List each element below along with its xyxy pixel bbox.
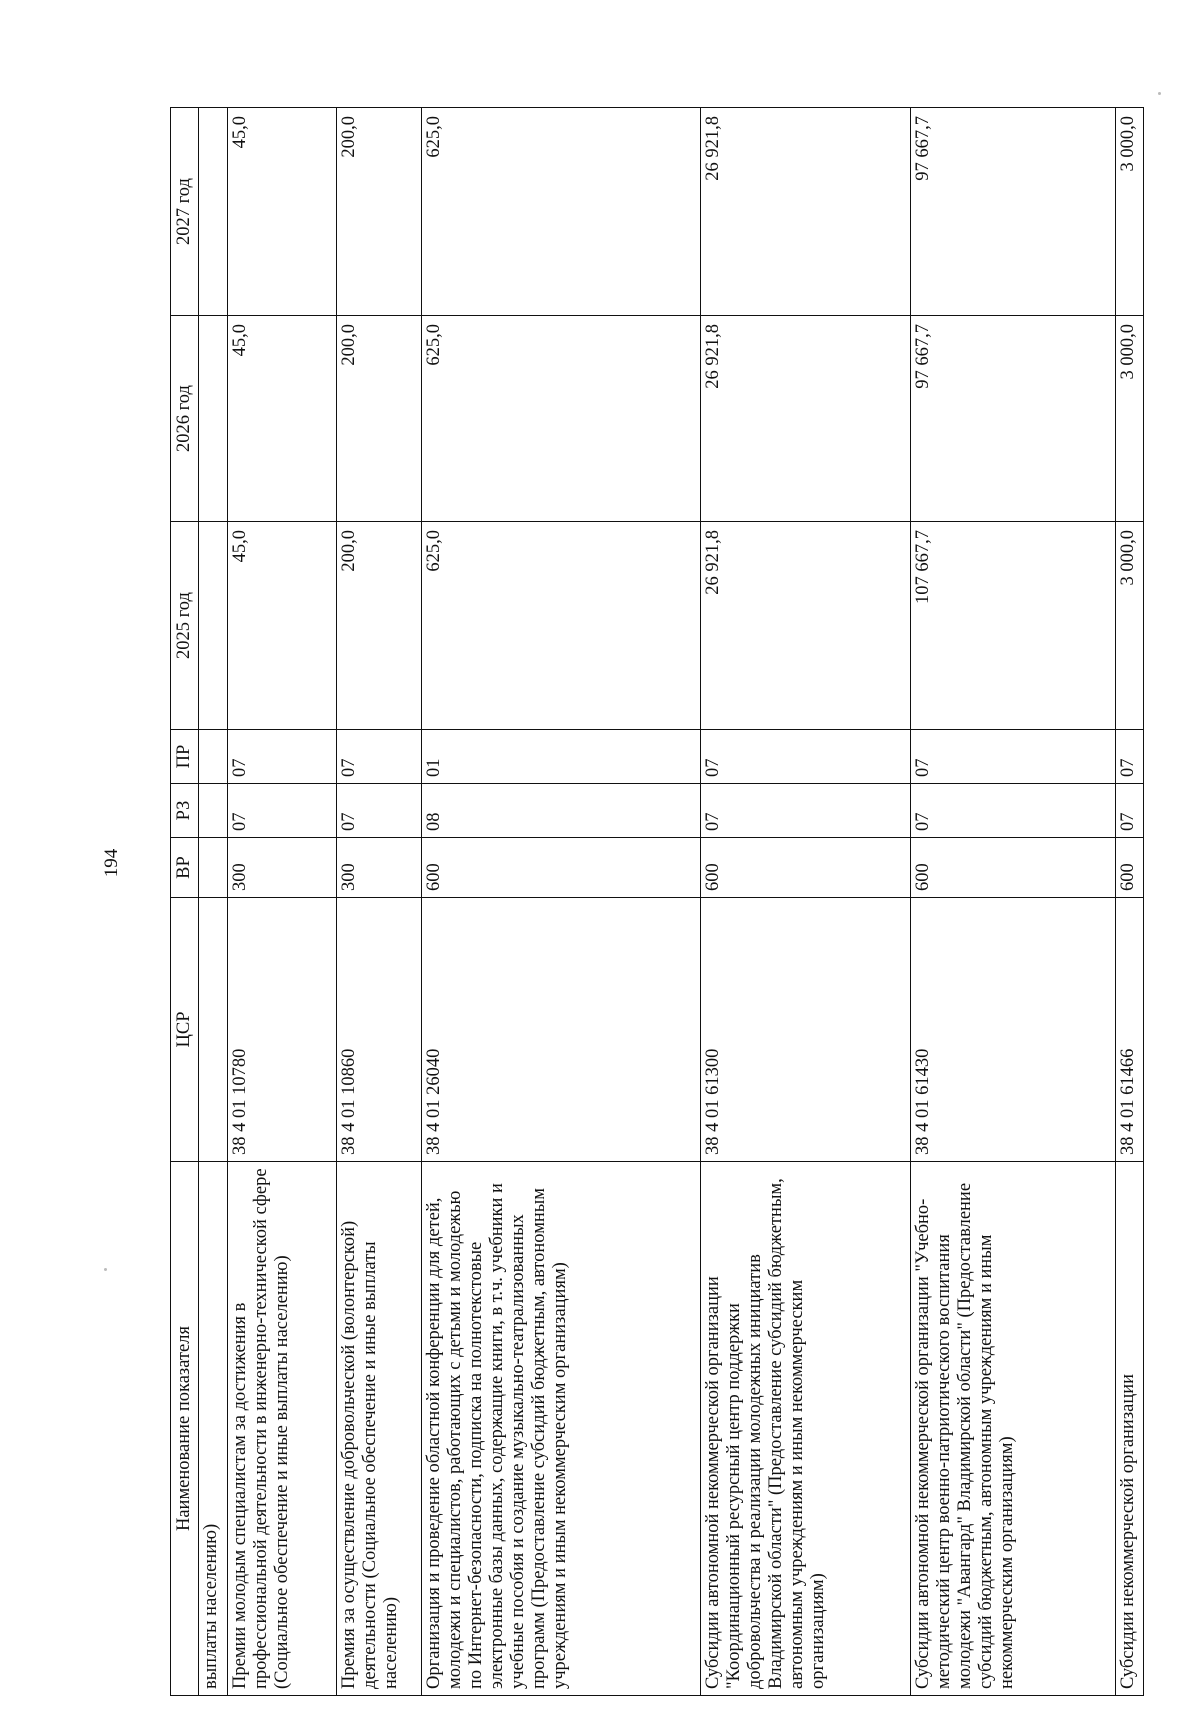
scan-speck [1158,92,1161,95]
cell-csr: 38 4 01 61430 [911,898,1115,1162]
rotated-table-container [170,108,1144,1696]
cell-2025: 3 000,0 [1115,522,1143,730]
table-row [1115,108,1143,1696]
cell-2025: 45,0 [227,522,336,730]
cell-name: Премии молодым специалистам за достижения в профессиональной деятельности в инженерно-технической сфере (Социальное обеспечение и иные выплаты населению) [227,1162,336,1696]
cell-rz: 07 [1115,784,1143,838]
cell-vr: 600 [911,838,1115,898]
cell-2026 [199,316,227,522]
cell-2027 [199,108,227,316]
header-2026: 2026 год [171,316,199,522]
cell-csr: 38 4 01 10780 [227,898,336,1162]
cell-vr: 600 [422,838,701,898]
cell-csr: 38 4 01 26040 [422,898,701,1162]
table-row [227,108,336,1696]
cell-2025: 26 921,8 [701,522,911,730]
cell-2026: 3 000,0 [1115,316,1143,522]
cell-pr: 01 [422,730,701,784]
cell-2026: 625,0 [422,316,701,522]
table-row [701,108,911,1696]
cell-pr [199,730,227,784]
cell-2026: 26 921,8 [701,316,911,522]
cell-pr: 07 [227,730,336,784]
table-row [911,108,1115,1696]
scan-speck [104,1268,107,1271]
cell-2025: 107 667,7 [911,522,1115,730]
cell-2027: 97 667,7 [911,108,1115,316]
cell-name: Организация и проведение областной конференции для детей, молодежи и специалистов, работающих с детьми и молодежью по Интернет-безопасности, подписка на полнотекстовые электронные базы данных, содержащие книги, в т.ч. учебники и учебные пособия и создание музыкально-театрализованных программ (Предоставление субсидий бюджетным, автономным учреждениям и иным некоммерческим организациям) [422,1162,701,1696]
cell-vr: 300 [227,838,336,898]
cell-csr: 38 4 01 61300 [701,898,911,1162]
cell-2027: 625,0 [422,108,701,316]
cell-2025: 200,0 [337,522,422,730]
cell-pr: 07 [337,730,422,784]
cell-csr: 38 4 01 61466 [1115,898,1143,1162]
cell-2027: 26 921,8 [701,108,911,316]
cell-2027: 200,0 [337,108,422,316]
budget-table [170,107,1144,1696]
cell-name: Субсидии автономной некоммерческой организации "Координационный ресурсный центр поддержки добровольчества и реализации молодежных инициатив Владимирской области" (Предоставление субсидий бюджетным, автономным учреждениям и иным некоммерческим организациям) [701,1162,911,1696]
cell-rz [199,784,227,838]
cell-2025: 625,0 [422,522,701,730]
cell-2026: 97 667,7 [911,316,1115,522]
cell-name: Субсидии некоммерческой организации [1115,1162,1143,1696]
cell-rz: 07 [227,784,336,838]
cell-2027: 3 000,0 [1115,108,1143,316]
table-header-row [171,108,199,1696]
cell-rz: 08 [422,784,701,838]
header-csr: ЦСР [171,898,199,1162]
cell-pr: 07 [701,730,911,784]
header-2025: 2025 год [171,522,199,730]
header-name: Наименование показателя [171,1162,199,1696]
cell-rz: 07 [911,784,1115,838]
cell-name: Премия за осуществление добровольческой (волонтерской) деятельности (Социальное обеспечение и иные выплаты населению) [337,1162,422,1696]
cell-csr [199,898,227,1162]
cell-2027: 45,0 [227,108,336,316]
header-pr: ПР [171,730,199,784]
table-row [199,108,227,1696]
header-2027: 2027 год [171,108,199,316]
cell-pr: 07 [911,730,1115,784]
cell-2026: 200,0 [337,316,422,522]
header-vr: ВР [171,838,199,898]
page-number: 194 [101,848,122,878]
cell-name: выплаты населению) [199,1162,227,1696]
cell-rz: 07 [701,784,911,838]
table-row [337,108,422,1696]
header-rz: РЗ [171,784,199,838]
cell-rz: 07 [337,784,422,838]
cell-vr: 600 [701,838,911,898]
cell-name: Субсидии автономной некоммерческой организации "Учебно-методический центр военно-патриотического воспитания молодежи "Авангард" Владимирской области" (Предоставление субсидий бюджетным, автономным учреждениям и иным некоммерческим организациям) [911,1162,1115,1696]
cell-2026: 45,0 [227,316,336,522]
cell-2025 [199,522,227,730]
cell-csr: 38 4 01 10860 [337,898,422,1162]
cell-pr: 07 [1115,730,1143,784]
table-row [422,108,701,1696]
cell-vr: 600 [1115,838,1143,898]
cell-vr [199,838,227,898]
cell-vr: 300 [337,838,422,898]
